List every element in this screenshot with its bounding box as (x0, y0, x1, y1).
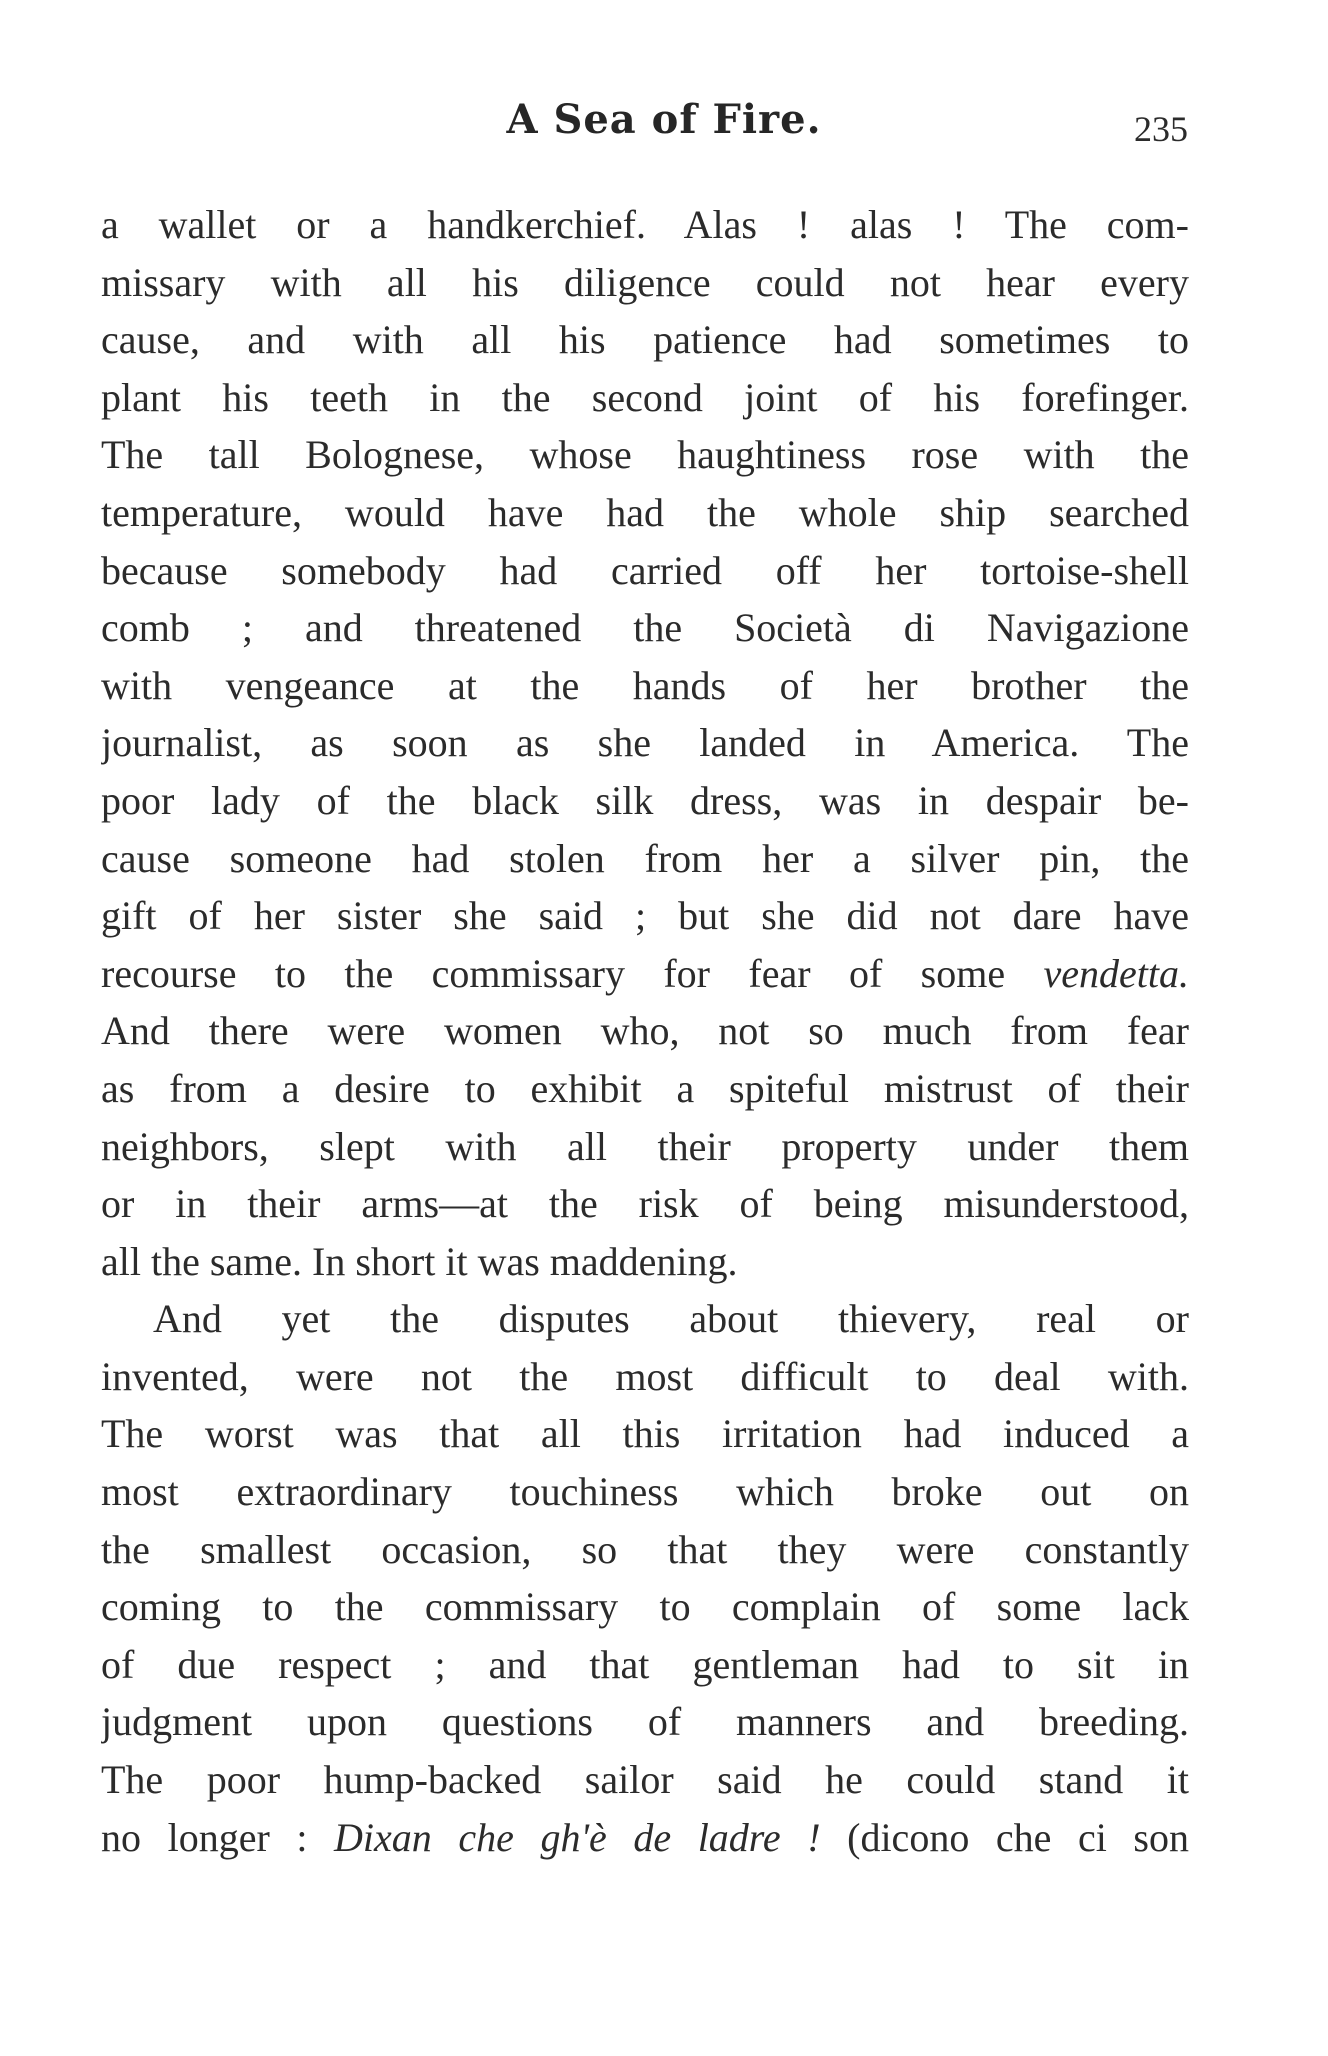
text-run: recourse to the commissary for fear of some (101, 950, 1044, 996)
text-line: gift of her sister she said ; but she did not dare have (101, 893, 1189, 939)
text-line: judgment upon questions of manners and breeding. (101, 1699, 1189, 1745)
text-line: journalist, as soon as she landed in America. The (101, 720, 1189, 766)
text-line: with vengeance at the hands of her brother the (101, 662, 1189, 708)
text-line: or in their arms—at the risk of being misunderstood, (101, 1181, 1189, 1227)
text-line: temperature, would have had the whole ship searched (101, 489, 1189, 535)
text-line: the smallest occasion, so that they were constantly (101, 1526, 1189, 1572)
text-line: poor lady of the black silk dress, was in despair be- (101, 777, 1189, 823)
text-line-with-italic (101, 1809, 1189, 1867)
italic-run: Dixan che gh'è de ladre ! (334, 1814, 821, 1860)
text-run: (dicono che ci son (820, 1814, 1189, 1860)
text-line: And there were women who, not so much from fear (101, 1008, 1189, 1054)
text-line: cause someone had stolen from her a silver pin, the (101, 835, 1189, 881)
text-line: plant his teeth in the second joint of his forefinger. (101, 374, 1189, 420)
text-line: invented, were not the most difficult to deal with. (101, 1353, 1189, 1399)
text-line: The worst was that all this irritation had induced a (101, 1411, 1189, 1457)
running-head-title: A Sea of Fire. (506, 96, 822, 143)
text-line-paragraph-start: And yet the disputes about thievery, real or (153, 1296, 1189, 1342)
text-line: cause, and with all his patience had sometimes to (101, 317, 1189, 363)
text-line: coming to the commissary to complain of some lack (101, 1584, 1189, 1630)
text-line: comb ; and threatened the Società di Navigazione (101, 605, 1189, 651)
body-text (101, 196, 1189, 1866)
italic-run: vendetta. (1043, 950, 1189, 996)
text-run: no longer : (101, 1814, 335, 1860)
text-line: The tall Bolognese, whose haughtiness rose with the (101, 432, 1189, 478)
text-line: missary with all his diligence could not hear every (101, 259, 1189, 305)
text-line: most extraordinary touchiness which broke out on (101, 1469, 1189, 1515)
text-line: neighbors, slept with all their property under them (101, 1123, 1189, 1169)
text-line: of due respect ; and that gentleman had to sit in (101, 1641, 1189, 1687)
text-line: because somebody had carried off her tortoise-shell (101, 547, 1189, 593)
text-line-with-italic (101, 945, 1189, 1003)
text-line: a wallet or a handkerchief. Alas ! alas ! The com- (101, 202, 1189, 247)
text-line: The poor hump-backed sailor said he could stand it (101, 1757, 1189, 1803)
text-line: as from a desire to exhibit a spiteful mistrust of their (101, 1065, 1189, 1111)
text-line-paragraph-end: all the same. In short it was maddening. (101, 1238, 738, 1284)
page-number: 235 (1134, 109, 1188, 149)
